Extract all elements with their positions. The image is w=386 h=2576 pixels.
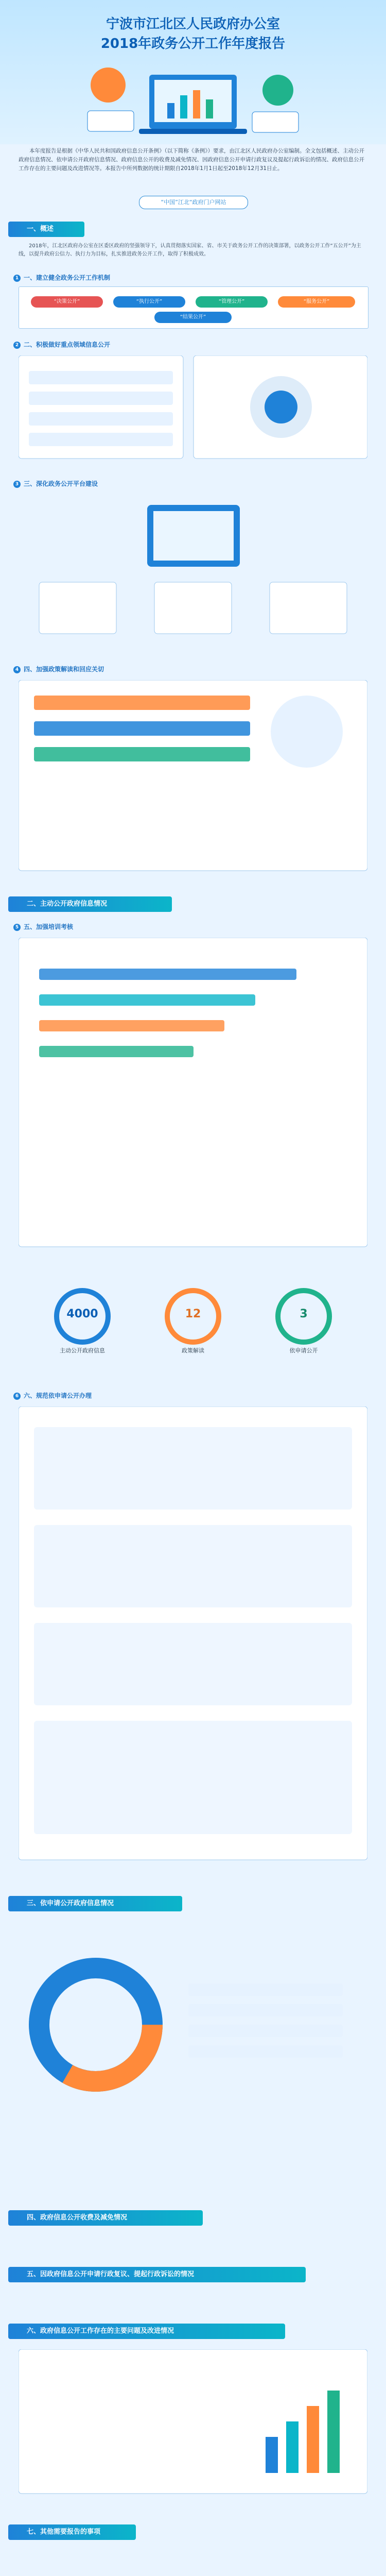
stat-ring-2 [165,1288,221,1345]
item-2-left-row3 [29,412,173,426]
item-3-card-2 [154,582,232,634]
item-1-pill-b: “执行公开” [113,296,185,308]
item-1-label: 一、建立健全政务公开工作机制 [24,274,111,281]
section-4-header [8,2210,203,2226]
hero-bar1 [167,103,174,118]
stat-label-1: 主动公开政府信息 [60,1347,105,1354]
section-1-title: 一、概述 [27,225,54,233]
stat-block-1 [41,1288,124,1354]
item-4-row3 [34,747,250,761]
item-5-heading [13,922,73,931]
section-2-header [8,896,172,912]
section-6-bar4 [327,2391,340,2473]
section-6-header [8,2324,285,2339]
item-4-heading [13,665,104,673]
item-5-panel [19,938,367,1247]
stat-value-2: 12 [185,1308,201,1320]
section-3-legend4 [188,2045,343,2058]
item-4-row2 [34,721,250,736]
item-2-left-row1 [29,371,173,384]
item-5-diagram [19,938,367,1257]
section-5-header [8,2267,306,2282]
section-2-title: 二、主动公开政府信息情况 [27,900,108,908]
hero-bubble-right [262,75,293,106]
item-6-label: 六、规范依申请公开办理 [24,1392,92,1399]
item-2-dot-icon: 2 [13,342,21,349]
stat-label-2: 政策解读 [182,1347,204,1354]
item-1-pill-d: “服务公开” [278,296,355,308]
item-5-bar2 [39,994,255,1006]
section-5-title: 五、因政府信息公开申请行政复议、提起行政诉讼的情况 [27,2270,195,2278]
hero-bar4 [206,99,213,118]
section-1-header [8,222,84,237]
item-1-dot-icon: 1 [13,275,21,282]
item-6-block3 [34,1623,352,1705]
hero-card-left [87,111,134,131]
stat-label-3: 依申请公开 [289,1347,318,1354]
stat-value-1: 4000 [66,1308,98,1320]
item-2-diagram [19,355,367,464]
section-3-legend3 [188,2025,343,2037]
gov-portal-link[interactable]: “中国”江北“政府门户网站 [139,196,248,209]
item-1-pill-c: “管理公开” [196,296,268,308]
stat-block-2 [152,1288,234,1354]
hero-bubble-left [91,67,126,103]
item-1-heading [13,273,110,282]
item-1-pill-a: “决策公开” [31,296,103,308]
item-5-dot-icon: 5 [13,924,21,931]
item-6-diagram [19,1406,367,1870]
hero-bar3 [193,90,200,118]
overview-paragraph: 2018年，江北区政府办公室在区委区政府的坚强领导下，认真贯彻落实国家、省、市关于政务公开工作的决策部署，以政务公开工作“五公开”为主线，以提升政府公信力、执行力为目标，扎实推进政务公开工作，取得了积极成效。 [19,243,361,257]
section-6-title: 六、政府信息公开工作存在的主要问题及改进情况 [27,2327,174,2335]
stat-ring-1 [54,1288,111,1345]
section-3-title: 三、依申请公开政府信息情况 [27,1900,114,1907]
item-3-monitor-screen [153,511,234,561]
item-4-row1 [34,696,250,710]
item-2-right-core [265,391,297,423]
item-6-block2 [34,1525,352,1607]
item-4-label: 四、加强政策解读和回应关切 [24,666,104,673]
item-2-heading [13,340,110,349]
item-3-heading [13,479,98,488]
item-6-dot-icon: 6 [13,1393,21,1400]
item-1-pill-e: “结果公开” [154,312,232,323]
item-6-block1 [34,1427,352,1510]
item-6-block4 [34,1721,352,1834]
stat-ring-3 [275,1288,332,1345]
item-4-diagram [19,680,367,876]
item-5-bar3 [39,1020,224,1031]
hero-card-right [252,112,299,132]
intro-paragraph: 本年度报告是根据《中华人民共和国政府信息公开条例》（以下简称《条例》）要求，由江北区人民政府办公室编制。全文包括概述、主动公开政府信息情况、依申请公开政府信息情况、政府信息公开的收费及减免情况、因政府信息公开申请行政复议及提起行政诉讼的情况、政府信息公开工作存在的主要问题及改进情况等。本报告中所列数据的统计期限自2018年1月1日起至2018年12月31日止。 [19,148,364,172]
item-4-graphic [271,696,343,768]
stat-value-3: 3 [300,1308,308,1320]
section-3-header [8,1896,182,1911]
section-7-header [8,2524,136,2540]
item-5-label: 五、加强培训考核 [24,923,74,930]
section-3-legend2 [188,2004,343,2016]
item-3-card-3 [270,582,347,634]
item-4-dot-icon: 4 [13,666,21,673]
item-2-left-row2 [29,392,173,405]
item-3-card-1 [39,582,116,634]
section-6-bar3 [307,2406,319,2473]
report-title-line2: 2018年政务公开工作年度报告 [100,36,286,52]
item-5-bar4 [39,1046,194,1057]
section-6-diagram [19,2349,367,2504]
item-5-bar1 [39,969,296,980]
section-4-title: 四、政府信息公开收费及减免情况 [27,2214,128,2222]
item-3-diagram [19,495,367,649]
hero-banner [0,0,386,144]
item-2-label: 二、积极做好重点领域信息公开 [24,341,111,348]
hero-laptop-base [139,129,247,134]
hero-illustration [77,54,309,142]
item-2-left-row4 [29,433,173,446]
section-6-bar1 [266,2437,278,2473]
hero-bar2 [180,95,187,118]
report-title-line1: 宁波市江北区人民政府办公室 [106,16,280,32]
section-3-diagram [19,1922,367,2179]
item-3-label: 三、深化政务公开平台建设 [24,480,98,487]
section-7-title: 七、其他需要报告的事项 [27,2528,101,2536]
item-6-heading [13,1391,92,1400]
section-6-bar2 [286,2421,299,2473]
section-3-legend1 [188,1984,343,1996]
item-3-dot-icon: 3 [13,481,21,488]
stat-block-3 [262,1288,345,1354]
